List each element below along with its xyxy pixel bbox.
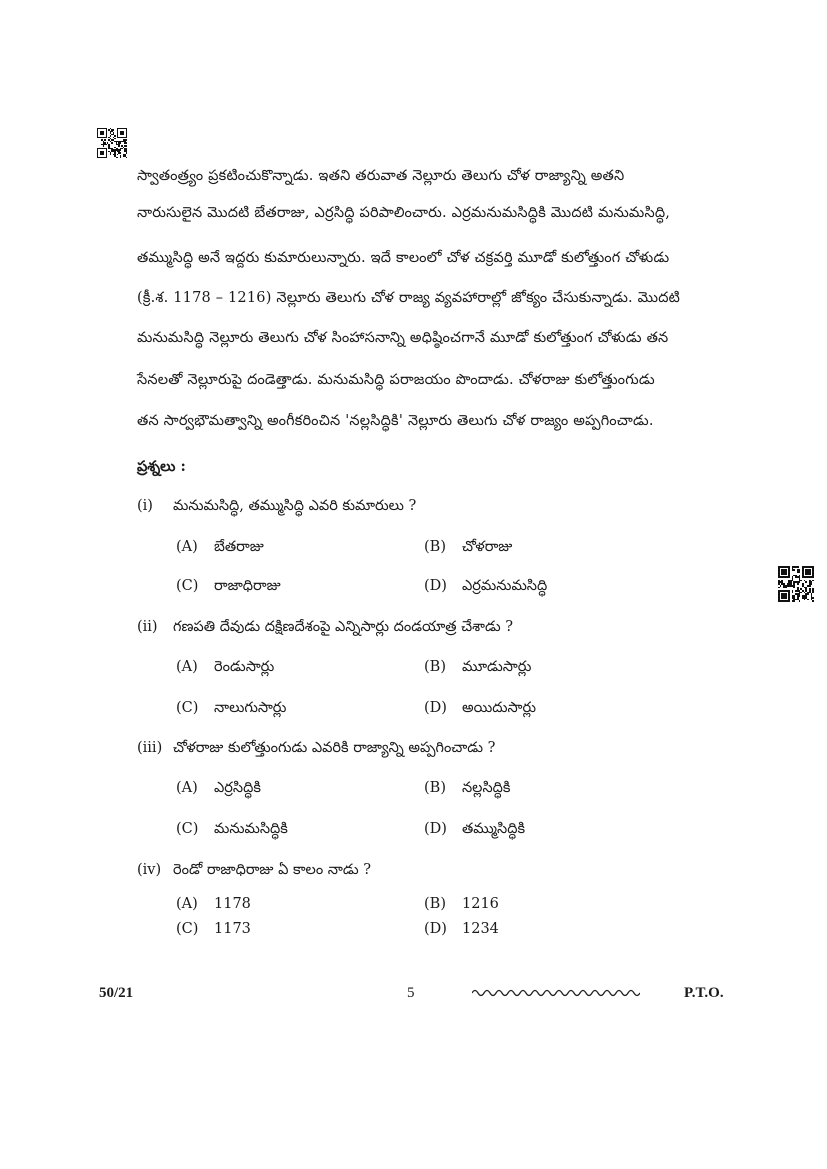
option-text: రెండుసార్లు [214, 659, 275, 675]
qr-finder-pattern [805, 569, 810, 574]
qr-module [103, 145, 104, 146]
option-text: 1234 [462, 921, 499, 937]
option-text: రాజాధిరాజు [214, 578, 281, 594]
option-text: మూడుసార్లు [462, 659, 532, 675]
qr-module [797, 566, 799, 568]
option-key: (A) [176, 539, 198, 555]
qr-module [111, 142, 112, 143]
passage-line: సేనలతో నెల్లూరుపై దండెత్తాడు. మనుమసిద్ధి పరాజయం పొందాడు. చోళరాజు కులోత్తుంగుడు [137, 372, 655, 388]
option-text: మనుమసిద్ధికి [214, 821, 288, 837]
option-a [176, 896, 251, 912]
option-key: (B) [424, 659, 446, 675]
option-a [176, 539, 264, 559]
passage-line: తమ్ముసిద్ధి అనే ఇద్దరు కుమారులున్నారు. ఇదే కాలంలో చోళ చక్రవర్తి మూడో కులోత్తుంగ చోళుడు [137, 250, 670, 266]
option-key: (A) [176, 659, 198, 675]
qr-finder-pattern [120, 131, 124, 135]
qr-module [811, 583, 813, 585]
option-text: అయిదుసార్లు [462, 700, 537, 716]
qr-module [793, 600, 795, 602]
question-text: చోళరాజు కులోత్తుంగుడు ఎవరికి రాజ్యాన్ని అప్పగించాడు ? [173, 740, 496, 756]
option-b [424, 780, 510, 800]
paper-code: 50/21 [99, 985, 134, 1001]
option-d [424, 700, 536, 720]
passage-line: నారుసులైన మొదటి బేతరాజు, ఎర్రసిద్ధి పరిపాలించారు. ఎర్రమనుమసిద్ధికి మొదటి మనుమసిద్ధి, [137, 205, 671, 221]
qr-module [807, 593, 809, 595]
option-b [424, 659, 531, 679]
option-d [424, 921, 499, 937]
qr-module [797, 583, 799, 585]
qr-finder-pattern [100, 151, 104, 155]
qr-module [812, 580, 814, 582]
qr-module [118, 145, 119, 146]
qr-module [812, 592, 814, 594]
qr-module [804, 599, 806, 601]
qr-module [800, 592, 802, 594]
qr-module [805, 581, 807, 583]
qr-finder-pattern [781, 569, 786, 574]
question-number: (ii) [137, 619, 158, 635]
option-c [176, 578, 281, 598]
question-number: (i) [137, 498, 153, 514]
option-key: (D) [424, 821, 447, 837]
option-key: (A) [176, 896, 198, 912]
question-number: (iii) [137, 740, 163, 756]
qr-module [793, 587, 795, 589]
option-text: తమ్ముసిద్ధికి [462, 821, 526, 837]
question-2 [137, 619, 513, 639]
option-key: (C) [176, 821, 199, 837]
option-c [176, 700, 286, 720]
option-key: (C) [176, 921, 199, 937]
qr-module [110, 154, 111, 155]
questions-heading: ప్రశ్నలు : [137, 458, 186, 475]
qr-code-right-margin [778, 566, 814, 602]
please-turn-over: P.T.O. [684, 985, 724, 1001]
qr-module [799, 581, 801, 583]
qr-finder-pattern [100, 131, 104, 135]
qr-module [812, 597, 814, 599]
qr-finder-pattern [781, 593, 786, 598]
qr-module [126, 139, 127, 140]
option-text: నాలుగుసార్లు [214, 700, 287, 716]
question-text: మనుమసిద్ధి, తమ్ముసిద్ధి ఎవరి కుమారులు ? [173, 498, 417, 514]
qr-module [785, 587, 787, 589]
passage-line: స్వాతంత్ర్యం ప్రకటించుకొన్నాడు. ఇతని తరువాత నెల్లూరు తెలుగు చోళ రాజ్యాన్ని అతని [137, 168, 625, 184]
qr-module [114, 138, 115, 139]
option-d [424, 821, 525, 841]
qr-module [117, 154, 118, 155]
qr-module [800, 580, 802, 582]
passage-line: మనుమసిద్ధి నెల్లూరు తెలుగు చోళ సింహాసనాన్ని అధిష్ఠించగానే మూడో కులోత్తుంగ చోళుడు తన [137, 330, 669, 346]
option-key: (C) [176, 578, 199, 594]
option-a [176, 659, 274, 679]
qr-module [120, 149, 121, 150]
option-b [424, 896, 499, 912]
question-text: గణపతి దేవుడు దక్షిణదేశంపై ఎన్నిసార్లు దండయాత్ర చేశాడు ? [173, 619, 514, 635]
qr-module [799, 600, 801, 602]
passage-line: తన సార్వభౌమత్వాన్ని అంగీకరించిన 'నల్లసిద్ధికి' నెల్లూరు తెలుగు చోళ రాజ్యం అప్పగించాడు. [137, 413, 654, 429]
qr-module [799, 595, 801, 597]
qr-module [120, 142, 121, 143]
option-key: (B) [424, 780, 446, 796]
question-3 [137, 740, 495, 760]
qr-module [121, 148, 122, 149]
option-text: ఎర్రమనుమసిద్ధి [462, 578, 548, 594]
option-key: (D) [424, 921, 447, 937]
qr-module [120, 157, 121, 158]
option-text: బేతరాజు [214, 539, 264, 555]
qr-module [117, 157, 118, 158]
option-text: నల్లసిద్ధికి [462, 780, 511, 796]
option-a [176, 780, 261, 800]
page-number: 5 [407, 985, 415, 1001]
option-c [176, 921, 251, 937]
option-text: 1173 [214, 921, 251, 937]
qr-module [799, 571, 801, 573]
option-key: (D) [424, 700, 447, 716]
question-4 [137, 862, 371, 882]
wavy-line-decoration [472, 986, 640, 1000]
qr-module [780, 585, 782, 587]
option-b [424, 539, 512, 559]
option-key: (B) [424, 539, 446, 555]
option-key: (D) [424, 578, 447, 594]
qr-module [110, 135, 111, 136]
qr-code-top-left [97, 128, 127, 158]
option-text: 1216 [462, 896, 499, 912]
option-key: (C) [176, 700, 199, 716]
qr-module [809, 585, 811, 587]
passage-line: (క్రీ.శ. 1178 – 1216) నెల్లూరు తెలుగు చోళ రాజ్య వ్యవహారాల్లో జోక్యం చేసుకున్నాడు. మొదటి [137, 290, 681, 306]
option-c [176, 821, 288, 841]
option-text: ఎర్రసిద్ధికి [214, 780, 261, 796]
qr-module [126, 152, 127, 153]
qr-module [793, 569, 795, 571]
qr-module [104, 139, 105, 140]
question-text: రెండో రాజాధిరాజు ఏ కాలం నాడు ? [173, 862, 371, 878]
qr-module [114, 135, 115, 136]
option-text: 1178 [214, 896, 251, 912]
qr-module [807, 599, 809, 601]
qr-module [120, 152, 121, 153]
question-number: (iv) [137, 862, 162, 878]
qr-module [812, 600, 814, 602]
question-1 [137, 498, 416, 518]
qr-module [126, 142, 127, 143]
qr-module [126, 157, 127, 158]
qr-module [126, 145, 127, 146]
qr-module [113, 129, 114, 130]
option-text: చోళరాజు [462, 539, 513, 555]
option-d [424, 578, 547, 598]
qr-module [792, 592, 794, 594]
option-key: (B) [424, 896, 446, 912]
option-key: (A) [176, 780, 198, 796]
qr-module [106, 144, 107, 145]
qr-module [778, 587, 780, 589]
